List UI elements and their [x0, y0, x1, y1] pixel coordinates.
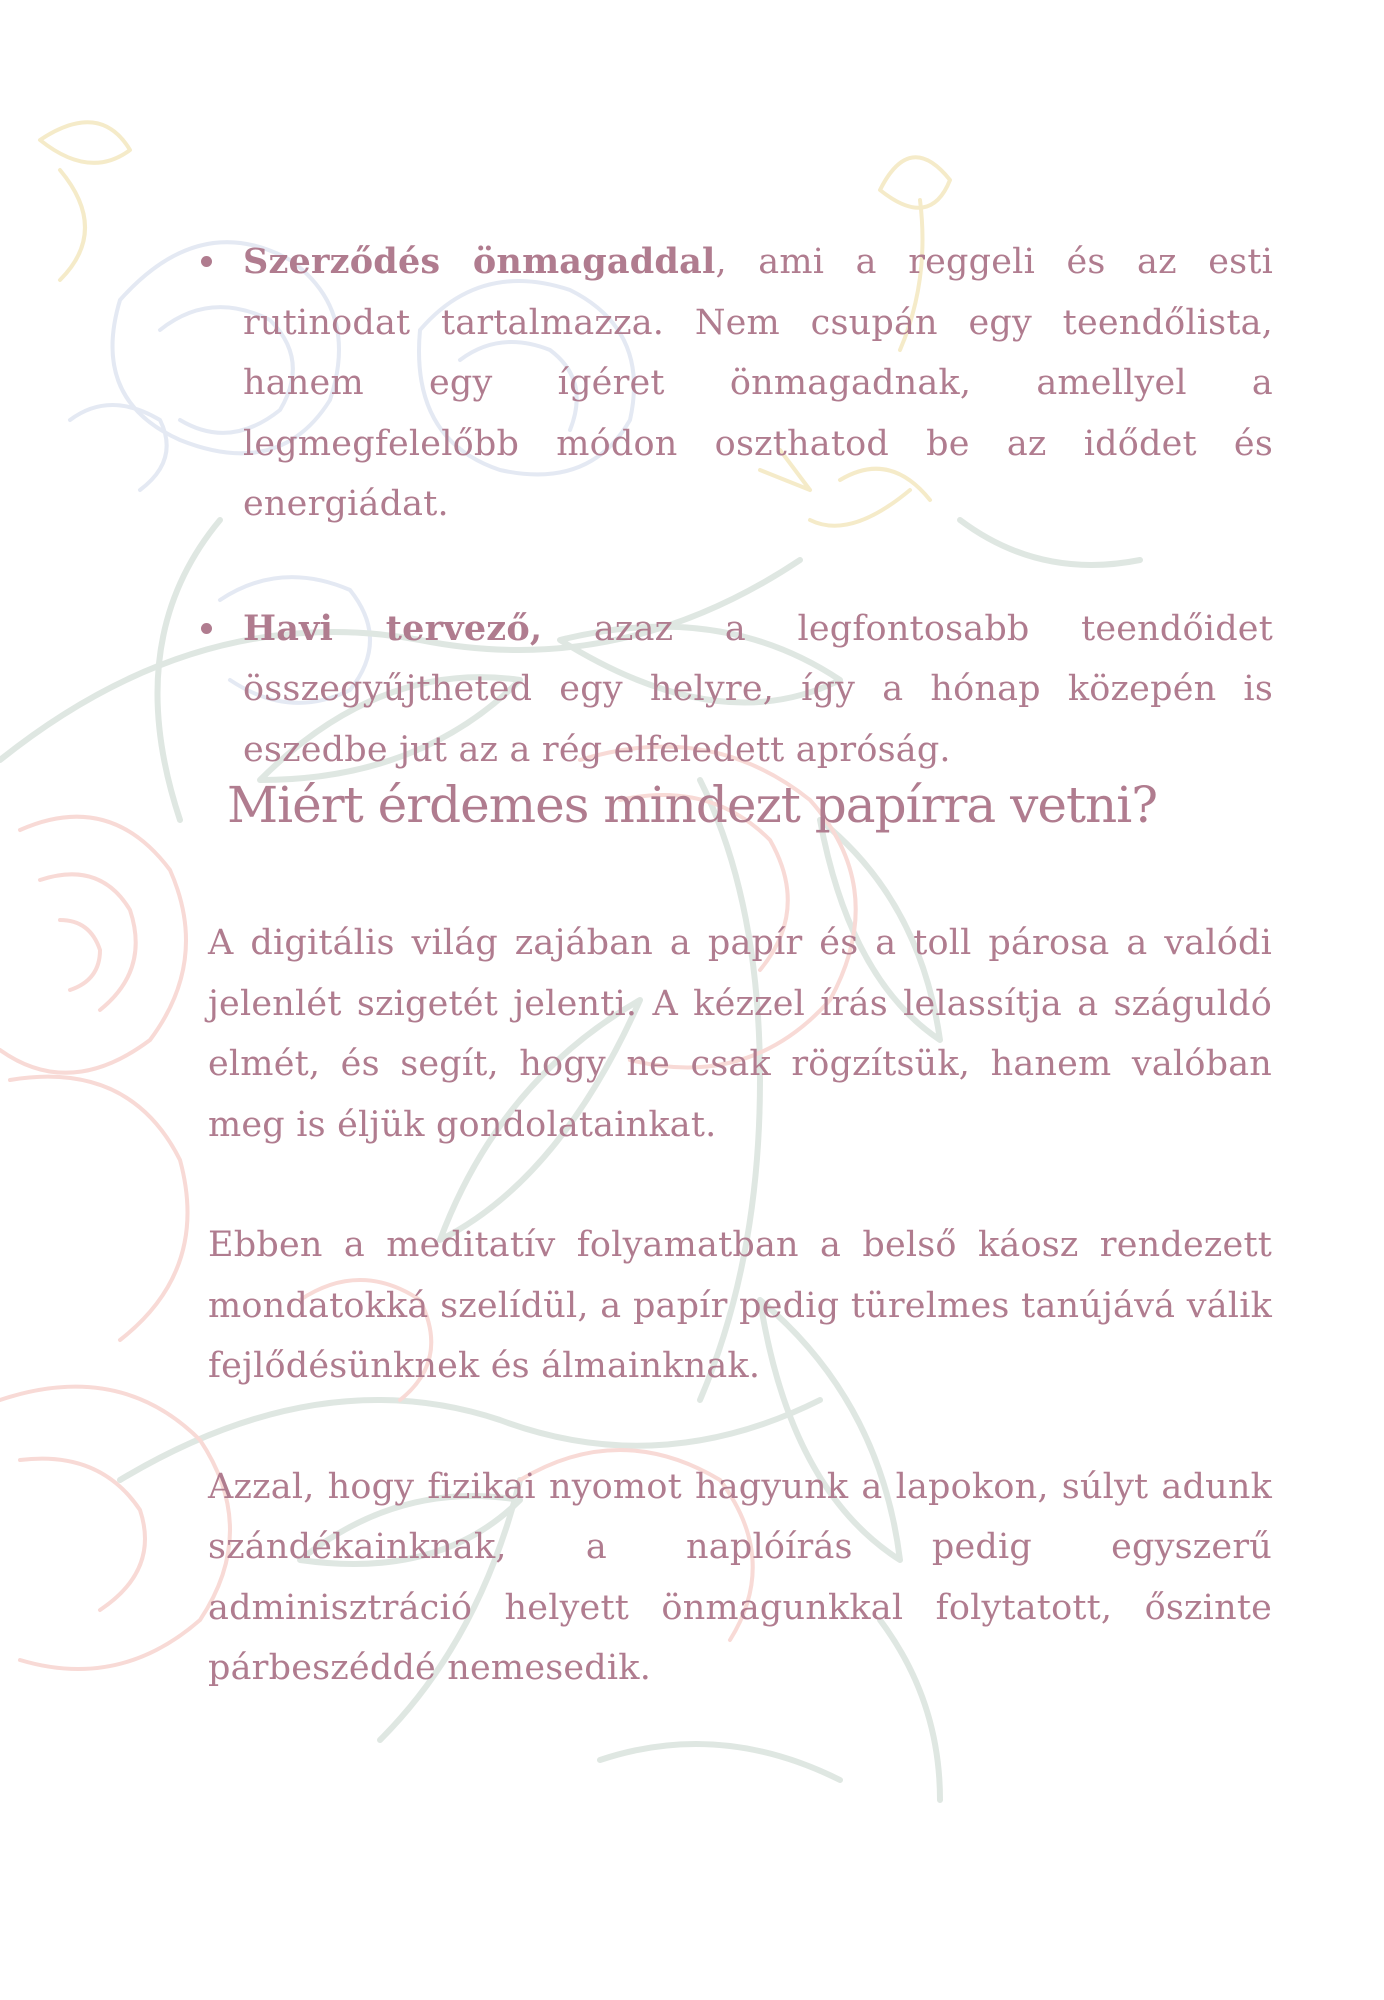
body-paragraph-2: Ebben a meditatív folyamatban a belső káosz rendezett mondatokká szelídül, a papír pedig türelmes tanújává válik fejlődésünknek és álmainknak. [208, 1225, 1272, 1386]
section-heading: Miért érdemes mindezt papírra vetni? [226, 776, 1158, 834]
body-text-section [208, 913, 1272, 1759]
bullet-dot-icon [201, 623, 212, 634]
bullet-item-self-contract [195, 232, 1273, 535]
bullet-item-monthly-planner [195, 599, 1273, 781]
bullet-description: , ami a reggeli és az esti rutinodat tartalmazza. Nem csupán egy teendőlista, hanem egy ígéret önmagadnak, amellyel a legmegfelelőbb módon oszthatod be az idődet és energiádat. [243, 242, 1273, 524]
bullet-description: azaz a legfontosabb teendőidet összegyűjtheted egy helyre, így a hónap közepén is eszedbe jut az a rég elfeledett apróság. [243, 608, 1273, 770]
body-paragraph-3: Azzal, hogy fizikai nyomot hagyunk a lapokon, súlyt adunk szándékainknak, a naplóírás pedig egyszerű adminisztráció helyett önmagunkkal folytatott, őszinte párbeszéddé nemesedik. [208, 1466, 1272, 1688]
bullet-text [243, 232, 1273, 535]
feature-bullet-list [195, 232, 1273, 844]
bullet-text [243, 599, 1273, 781]
bullet-bold-term: Szerződés önmagaddal [243, 241, 716, 282]
bullet-dot-icon [201, 256, 212, 267]
body-paragraph-1: A digitális világ zajában a papír és a toll párosa a valódi jelenlét szigetét jelenti. A kézzel írás lelassítja a száguldó elmét, és segít, hogy ne csak rögzítsük, hanem valóban meg is éljük gondolatainkat. [208, 923, 1272, 1145]
bullet-bold-term: Havi tervező, [243, 607, 543, 649]
